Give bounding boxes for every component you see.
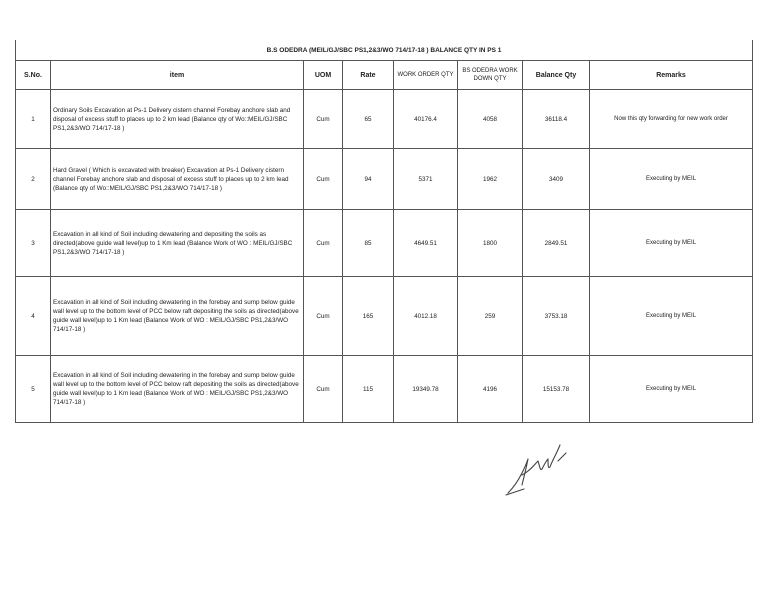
row-work-order-qty: 40176.4 — [394, 90, 458, 149]
row-work-order-qty: 4649.51 — [394, 210, 458, 277]
row-work-order-qty: 4012.18 — [394, 277, 458, 356]
table-row — [16, 149, 753, 210]
row-work-order-qty: 5371 — [394, 149, 458, 210]
row-remarks: Now this qty forwarding for new work order — [590, 90, 753, 149]
row-work-down-qty: 4058 — [458, 90, 523, 149]
table-row — [16, 210, 753, 277]
header-row — [16, 61, 753, 90]
row-rate: 65 — [343, 90, 394, 149]
title-row — [16, 40, 753, 61]
row-item: Hard Gravel ( Which is excavated with breaker) Excavation at Ps-1 Delivery cistern channel Forebay anchore slab and disposal of excess stuff to places up to 2 km lead (Balance qty of Wo::MEIL/GJ/SBC PS1,2&3/WO 714/17-18 ) — [51, 149, 304, 210]
row-sno: 5 — [16, 356, 51, 423]
row-uom: Cum — [304, 277, 343, 356]
row-uom: Cum — [304, 90, 343, 149]
handwritten-signature — [500, 425, 580, 505]
row-work-order-qty: 19349.78 — [394, 356, 458, 423]
row-sno: 4 — [16, 277, 51, 356]
balance-qty-sheet — [15, 40, 752, 423]
header-item: item — [51, 61, 304, 90]
row-item: Excavation in all kind of Soil including dewatering in the forebay and sump below guide wall level up to the bottom level of PCC below raft depositing the soils as directed(above guide wall level)up to 1 Km lead (Balance Work of WO : MEIL/GJ/SBC PS1,2&3/WO 714/17-18 ) — [51, 277, 304, 356]
header-balance-qty: Balance Qty — [523, 61, 590, 90]
table-row — [16, 90, 753, 149]
row-item: Ordinary Soils Excavation at Ps-1 Delivery cistern channel Forebay anchore slab and disposal of excess stuff to places up to 2 km lead (Balance qty of Wo::MEIL/GJ/SBC PS1,2&3/WO 714/17-18 ) — [51, 90, 304, 149]
row-rate: 165 — [343, 277, 394, 356]
row-work-down-qty: 259 — [458, 277, 523, 356]
row-balance-qty: 15153.78 — [523, 356, 590, 423]
row-remarks: Executing by MEIL — [590, 356, 753, 423]
header-remarks: Remarks — [590, 61, 753, 90]
row-balance-qty: 36118.4 — [523, 90, 590, 149]
sheet-title: B.S ODEDRA (MEIL/GJ/SBC PS1,2&3/WO 714/17-18 ) BALANCE QTY IN PS 1 — [16, 40, 753, 61]
row-rate: 85 — [343, 210, 394, 277]
row-balance-qty: 3409 — [523, 149, 590, 210]
header-rate: Rate — [343, 61, 394, 90]
header-uom: UOM — [304, 61, 343, 90]
row-balance-qty: 3753.18 — [523, 277, 590, 356]
row-work-down-qty: 4196 — [458, 356, 523, 423]
row-remarks: Executing by MEIL — [590, 149, 753, 210]
row-uom: Cum — [304, 210, 343, 277]
row-work-down-qty: 1800 — [458, 210, 523, 277]
row-work-down-qty: 1962 — [458, 149, 523, 210]
header-work-down-qty: BS ODEDRA WORK DOWN QTY — [458, 61, 523, 90]
header-work-order-qty: WORK ORDER QTY — [394, 61, 458, 90]
row-item: Excavation in all kind of Soil including dewatering and depositing the soils as directed(above guide wall level)up to 1 Km lead (Balance Work of WO : MEIL/GJ/SBC PS1,2&3/WO 714/17-18 ) — [51, 210, 304, 277]
row-rate: 94 — [343, 149, 394, 210]
row-balance-qty: 2849.51 — [523, 210, 590, 277]
row-uom: Cum — [304, 356, 343, 423]
row-sno: 3 — [16, 210, 51, 277]
row-uom: Cum — [304, 149, 343, 210]
row-remarks: Executing by MEIL — [590, 277, 753, 356]
row-item: Excavation in all kind of Soil including dewatering in the forebay and sump below guide wall level up to the bottom level of PCC below raft depositing the soils as directed(above guide wall level)up to 1 Km lead (Balance Work of WO : MEIL/GJ/SBC PS1,2&3/WO 714/17-18 ) — [51, 356, 304, 423]
table-row — [16, 356, 753, 423]
row-sno: 2 — [16, 149, 51, 210]
row-sno: 1 — [16, 90, 51, 149]
balance-qty-table — [15, 40, 753, 423]
header-sno: S.No. — [16, 61, 51, 90]
row-remarks: Executing by MEIL — [590, 210, 753, 277]
row-rate: 115 — [343, 356, 394, 423]
table-row — [16, 277, 753, 356]
